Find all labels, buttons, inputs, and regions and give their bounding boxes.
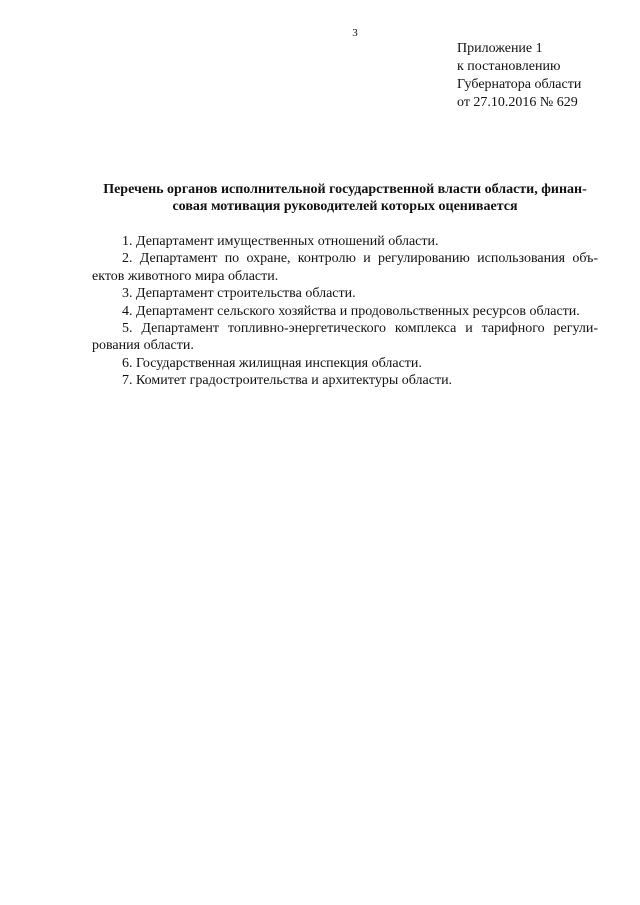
appendix-line: к постановлению	[457, 59, 561, 74]
title-line: совая мотивация руководителей которых оценивается	[172, 199, 518, 214]
list-item-text: 1. Департамент имущественных отношений области.	[122, 234, 439, 249]
document-title	[92, 181, 598, 215]
list-item-text: 3. Департамент строительства области.	[122, 286, 356, 302]
list-item	[92, 233, 598, 250]
list-item-text: 4. Департамент сельского хозяйства и продовольственных ресурсов области.	[122, 303, 580, 319]
list-item-text: 5. Департамент топливно-энергетического комплекса и тарифного регули-	[122, 321, 598, 337]
list-item	[92, 372, 598, 389]
list-item	[92, 355, 598, 372]
appendix-line: Приложение 1	[457, 41, 543, 56]
list-item	[92, 250, 598, 285]
list-item-text-continued: рования области.	[92, 338, 194, 354]
list-item-text: 2. Департамент по охране, контролю и регулированию использования объ-	[122, 251, 598, 267]
title-line: Перечень органов исполнительной государственной власти области, финан-	[103, 182, 587, 197]
list-item	[92, 285, 598, 302]
page-number: 3	[352, 27, 358, 39]
list-item-text: 7. Комитет градостроительства и архитектуры области.	[122, 373, 453, 389]
list-item	[92, 320, 598, 355]
list-item	[92, 303, 598, 320]
list-item-text-continued: ектов животного мира области.	[92, 268, 279, 284]
appendix-line: Губернатора области	[457, 77, 582, 92]
list-item-text: 6. Государственная жилищная инспекция области.	[122, 355, 422, 371]
appendix-date-number: от 27.10.2016 № 629	[457, 95, 578, 110]
department-list	[92, 233, 598, 390]
appendix-header	[457, 40, 581, 112]
